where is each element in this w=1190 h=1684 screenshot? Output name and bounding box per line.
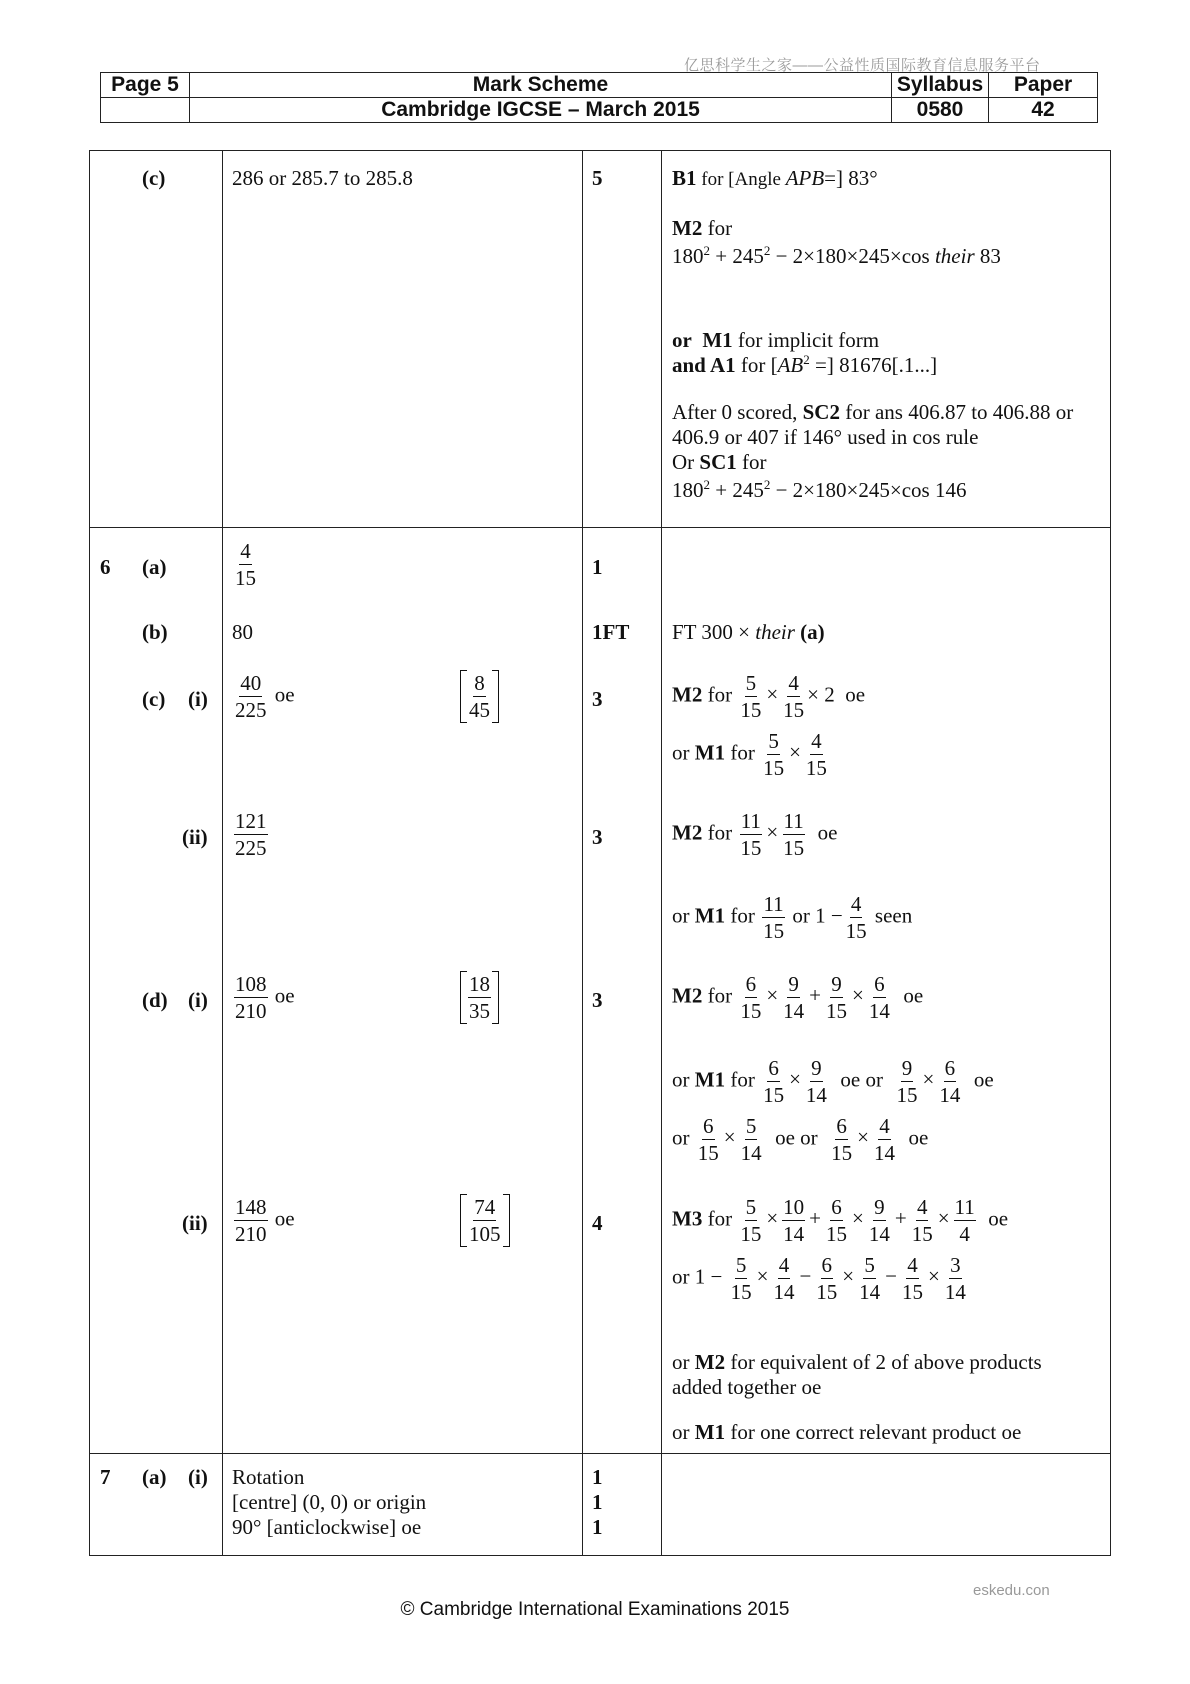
q6di-m2: M2 for $\frac{6}{15}$ × $\frac{9}{14}$ + $\frac{9}{15}$ × $\frac{6}{14}$ oe [672, 972, 924, 1023]
q5c-a1: and A1 for [$AB^2$ =] 81676[.1...] [672, 352, 938, 377]
mark-scheme-table [89, 150, 1111, 1556]
q6cii-m2: M2 for $\frac{11}{15}$ × $\frac{11}{15}$ oe [672, 809, 838, 860]
q6di-m1: or M1 for $\frac{6}{15}$ × $\frac{9}{14}$ oe or $\frac{9}{15}$ × $\frac{6}{14}$ oe [672, 1056, 994, 1107]
q6a-mark: 1 [592, 555, 603, 579]
q6c-part: (c) [142, 687, 166, 711]
q6-number: 6 [100, 555, 111, 579]
q6a-answer: $\frac{4}{15}$ [235, 539, 256, 590]
q6ci-m1: or M1 for $\frac{5}{15}$ × $\frac{4}{15}$ [672, 729, 827, 780]
q6dii-m3: M3 for $\frac{5}{15}$ × $\frac{10}{14}$ + $\frac{6}{15}$ × $\frac{9}{14}$ + $\frac{4}{15}$ × $\frac{11}{4}$ oe [672, 1195, 1009, 1246]
exam-subtitle: Cambridge IGCSE – March 2015 [190, 98, 892, 123]
q7ai-line2: [centre] (0, 0) or origin [232, 1490, 427, 1514]
q6b-part: (b) [142, 620, 168, 644]
q6di-sub: (i) [188, 988, 208, 1012]
paper-number: 42 [989, 98, 1098, 123]
q7-number: 7 [100, 1465, 111, 1489]
q5c-mark: 5 [592, 166, 603, 190]
q7ai-line1: Rotation [232, 1465, 305, 1489]
q6dii-m2: or M2 for equivalent of 2 of above products [672, 1350, 1042, 1374]
q6cii-answer: $\frac{121}{225}$ [235, 809, 267, 860]
q7ai-mark3: 1 [592, 1515, 603, 1539]
paper-label: Paper [989, 73, 1098, 98]
q5c-sc2-line2: 406.9 or 407 if 146° used in cos rule [672, 425, 979, 449]
header-table [100, 72, 1098, 123]
q7ai-mark2: 1 [592, 1490, 603, 1514]
q6ci-mark: 3 [592, 687, 603, 711]
q5c-part: (c) [142, 166, 166, 190]
q5c-m1: or M1 for implicit form [672, 328, 880, 352]
syllabus-code: 0580 [892, 98, 989, 123]
q6ci-sub: (i) [188, 687, 208, 711]
q6ci-answer: $\frac{40}{225}$ oe [235, 671, 295, 722]
watermark-top: 亿思科学生之家——公益性质国际教育信息服务平台 [684, 57, 1041, 74]
q6a-part: (a) [142, 555, 167, 579]
q6dii-m2-line2: added together oe [672, 1375, 822, 1399]
q6dii-complement: or 1 − $\frac{5}{15}$ × $\frac{4}{14}$ − $\frac{6}{15}$ × $\frac{5}{14}$ − $\frac{4}{15}$ × $\frac{3}{14}$ [672, 1253, 966, 1304]
q6d-part: (d) [142, 988, 168, 1012]
q6dii-mark: 4 [592, 1211, 603, 1235]
q7a-part: (a) [142, 1465, 167, 1489]
q7ai-mark1: 1 [592, 1465, 603, 1489]
q5c-cosine-rule: $180^2 + 245^2 - 2\times 180\times 245\times\cos$ their 83 [672, 243, 1001, 268]
q6dii-sub: (ii) [182, 1211, 208, 1235]
q7ai-sub: (i) [188, 1465, 208, 1489]
q5c-sc2: After 0 scored, SC2 for ans 406.87 to 406.88 or [672, 400, 1074, 424]
q5c-sc1: Or SC1 for [672, 450, 767, 474]
q7ai-line3: 90° [anticlockwise] oe [232, 1515, 422, 1539]
q6ci-simplified: $\frac{8}{45}$ [460, 670, 499, 723]
q6di-mark: 3 [592, 988, 603, 1012]
q6cii-sub: (ii) [182, 825, 208, 849]
q6cii-m1: or M1 for $\frac{11}{15}$ or 1 − $\frac{4}{15}$ seen [672, 892, 913, 943]
q5c-cosine-146: $180^2 + 245^2 - 2\times 180\times 245\times\cos$ 146 [672, 477, 967, 502]
q5c-m2: M2 for [672, 216, 733, 240]
q5c-b1: B1 for [Angle APB=] 83° [672, 166, 878, 190]
q6dii-answer: $\frac{148}{210}$ oe [235, 1195, 295, 1246]
q6di-m1-alt: or $\frac{6}{15}$ × $\frac{5}{14}$ oe or $\frac{6}{15}$ × $\frac{4}{14}$ oe [672, 1114, 929, 1165]
q6di-simplified: $\frac{18}{35}$ [460, 971, 499, 1024]
q6b-answer: 80 [232, 620, 253, 644]
q6b-followthrough: FT 300 × their (a) [672, 620, 825, 644]
q6di-answer: $\frac{108}{210}$ oe [235, 972, 295, 1023]
syllabus-label: Syllabus [892, 73, 989, 98]
copyright-footer: © Cambridge International Examinations 2015 [400, 1599, 790, 1620]
watermark-bottom: eskedu.con [973, 1582, 1050, 1599]
q6dii-m1: or M1 for one correct relevant product oe [672, 1420, 1022, 1444]
q6b-mark: 1FT [592, 620, 630, 644]
scheme-title: Mark Scheme [190, 73, 892, 98]
q6ci-m2: M2 for $\frac{5}{15}$ × $\frac{4}{15}$ × 2 oe [672, 671, 866, 722]
q6dii-simplified: $\frac{74}{105}$ [460, 1194, 510, 1247]
page-number: Page 5 [101, 73, 190, 98]
q5c-answer: 286 or 285.7 to 285.8 [232, 166, 413, 190]
q6cii-mark: 3 [592, 825, 603, 849]
